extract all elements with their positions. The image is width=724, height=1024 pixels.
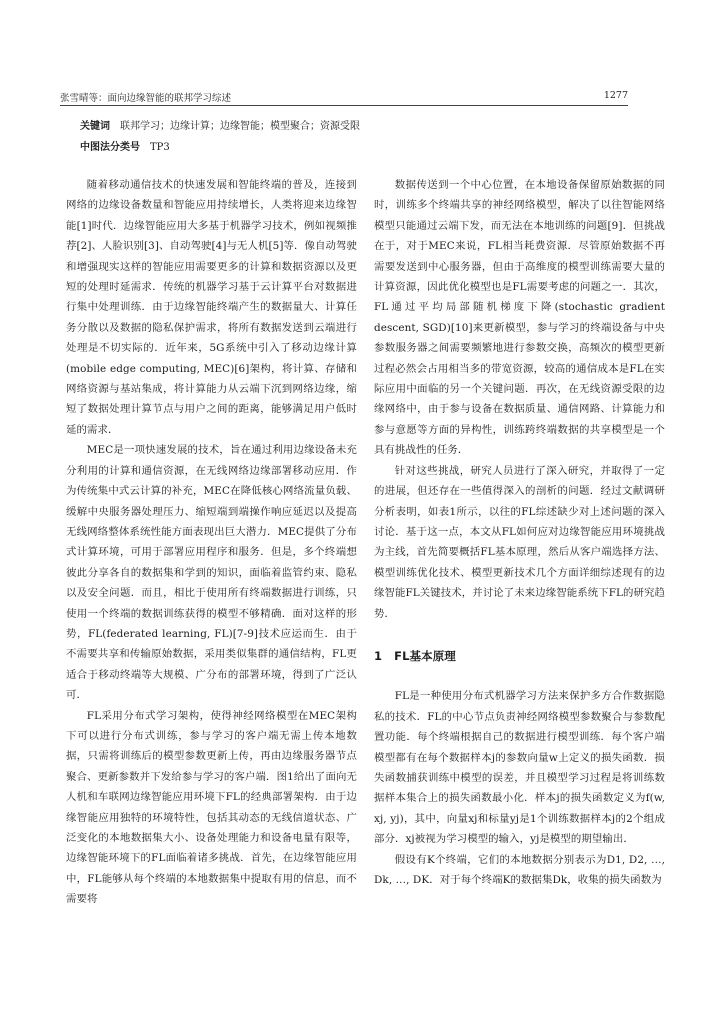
paragraph: 假设有K个终端，它们的本地数据分别表示为D1, D2, …, Dk, …, DK．对于每个终端K的数据集Dk，收集的损失函数为 xyxy=(374,853,665,886)
section-title: FL基本原理 xyxy=(394,648,456,663)
keywords-label: 关键词 xyxy=(80,121,110,132)
right-column xyxy=(374,175,665,890)
running-title: 张雪晴等：面向边缘智能的联邦学习综述 xyxy=(60,93,232,104)
section-number: 1 xyxy=(374,648,383,663)
paragraph: FL采用分布式学习架构，使得神经网络模型在MEC架构下可以进行分布式训练，参与学习的客户端无需上传本地数据，只需将训练后的模型参数更新上传，再由边缘服务器节点聚合、更新参数并下发给参与学习的客户端．图1给出了面向无人机和车联网边缘智能应用环境下FL的经典部署架构．由于边缘智能应用独特的环境特性，包括其动态的无线信道状态、广泛变化的本地数据集大小、设备处理能力和设备电量有限等，边缘智能环境下的FL面临着诸多挑战．首先，在边缘智能应用中，FL能够从每个终端的本地数据集中提取有用的信息，而不需要将 xyxy=(66,709,357,906)
running-header xyxy=(60,90,628,104)
paragraph: 数据传送到一个中心位置，在本地设备保留原始数据的同时，训练多个终端共享的神经网络模型，解决了以往智能网络模型只能通过云端下发，而无法在本地训练的问题[9]．但挑战在于，对于MEC来说，FL相当耗费资源．尽管原始数据不再需要发送到中心服务器，但由于高维度的模型训练需要大量的计算资源，因此优化模型也是FL需要考虑的问题之一．其次，FL通过平均局部随机梯度下降(stochastic gradient descent, SGD)[10]来更新模型，参与学习的终端设备与中央参数服务器之间需要频繁地进行参数交换，高频次的模型更新过程必然会占用相当多的带宽资源，较高的通信成本是FL在实际应用中面临的另一个关键问题．再次，在无线资源受限的边缘网络中，由于参与设备在数据质量、通信网路、计算能力和参与意愿等方面的异构性，训练跨终端数据的共享模型是一个具有挑战性的任务． xyxy=(374,179,665,457)
page-number: 1277 xyxy=(603,90,628,101)
paragraph: FL是一种使用分布式机器学习方法来保护多方合作数据隐私的技术．FL的中心节点负责神经网络模型参数聚合与参数配置功能．每个终端根据自己的数据进行模型训练．每个客户端模型都有在每个数据样本j的参数向量w上定义的损失函数．损失函数捕获训练中模型的误差，并且模型学习过程是将训练数据样本集合上的损失函数最小化．样本j的损失函数定义为f(w, xj, yj)，其中，向量xj和标量yj是1个训练数据样本j的2个组成部分．xj被视为学习模型的输入，yj是模型的期望输出． xyxy=(374,690,665,846)
class-number-line xyxy=(80,141,628,155)
class-number-value: TP3 xyxy=(150,142,170,153)
keywords-line xyxy=(80,120,628,134)
section-heading xyxy=(374,646,665,666)
paragraph: 针对这些挑战，研究人员进行了深入研究，并取得了一定的进展，但还存在一些值得深入的剖析的问题．经过文献调研分析表明，如表1所示，以往的FL综述缺少对上述问题的深入讨论．基于这一点，本文从FL如何应对边缘智能应用环境挑战为主线，首先简要概括FL基本原理，然后从客户端选择方法、模型训练优化技术、模型更新技术几个方面详细综述现有的边缘智能FL关键技术，并讨论了未来边缘智能系统下FL的研究趋势． xyxy=(374,464,665,620)
header-rule xyxy=(60,105,628,106)
left-column xyxy=(66,175,357,910)
keywords-text: 联邦学习；边缘计算；边缘智能；模型聚合；资源受限 xyxy=(120,121,360,132)
paragraph: 随着移动通信技术的快速发展和智能终端的普及，连接到网络的边缘设备数量和智能应用持续增长，人类将迎来边缘智能[1]时代．边缘智能应用大多基于机器学习技术，例如视频推荐[2]、人脸识别[3]、自动驾驶[4]与无人机[5]等．像自动驾驶和增强现实这样的智能应用需要更多的计算和数据资源以及更短的处理时延需求．传统的机器学习基于云计算平台对数据进行集中处理训练．由于边缘智能终端产生的数据量大、计算任务分散以及数据的隐私保护需求，将所有数据发送到云端进行处理是不切实际的．近年来，5G系统中引入了移动边缘计算(mobile edge computing, MEC)[6]架构，将计算、存储和网络资源与基站集成，将计算能力从云端下沉到网络边缘，缩短了数据处理计算节点与用户之间的距离，能够满足用户低时延的需求． xyxy=(66,179,357,436)
paragraph: MEC是一项快速发展的技术，旨在通过利用边缘设备未充分利用的计算和通信资源，在无线网络边缘部署移动应用．作为传统集中式云计算的补充，MEC在降低核心网络流量负载、缓解中央服务器处理压力、缩短端到端操作响应延迟以及提高无线网络整体系统性能方面表现出巨大潜力．MEC提供了分布式计算环境，可用于部署应用程序和服务．但是，多个终端想彼此分享各自的数据集和学到的知识，面临着监管约束、隐私以及安全问题．而且，相比于使用所有终端数据进行训练，只使用一个终端的数据训练获得的模型不够精确．面对这样的形势，FL(federated learning, FL)[7-9]技术应运而生．由于不需要共享和传输原始数据，采用类似集群的通信结构，FL更适合于移动终端等大规模、广分布的部署环境，得到了广泛认可． xyxy=(66,444,357,702)
class-number-label: 中图法分类号 xyxy=(80,142,140,153)
